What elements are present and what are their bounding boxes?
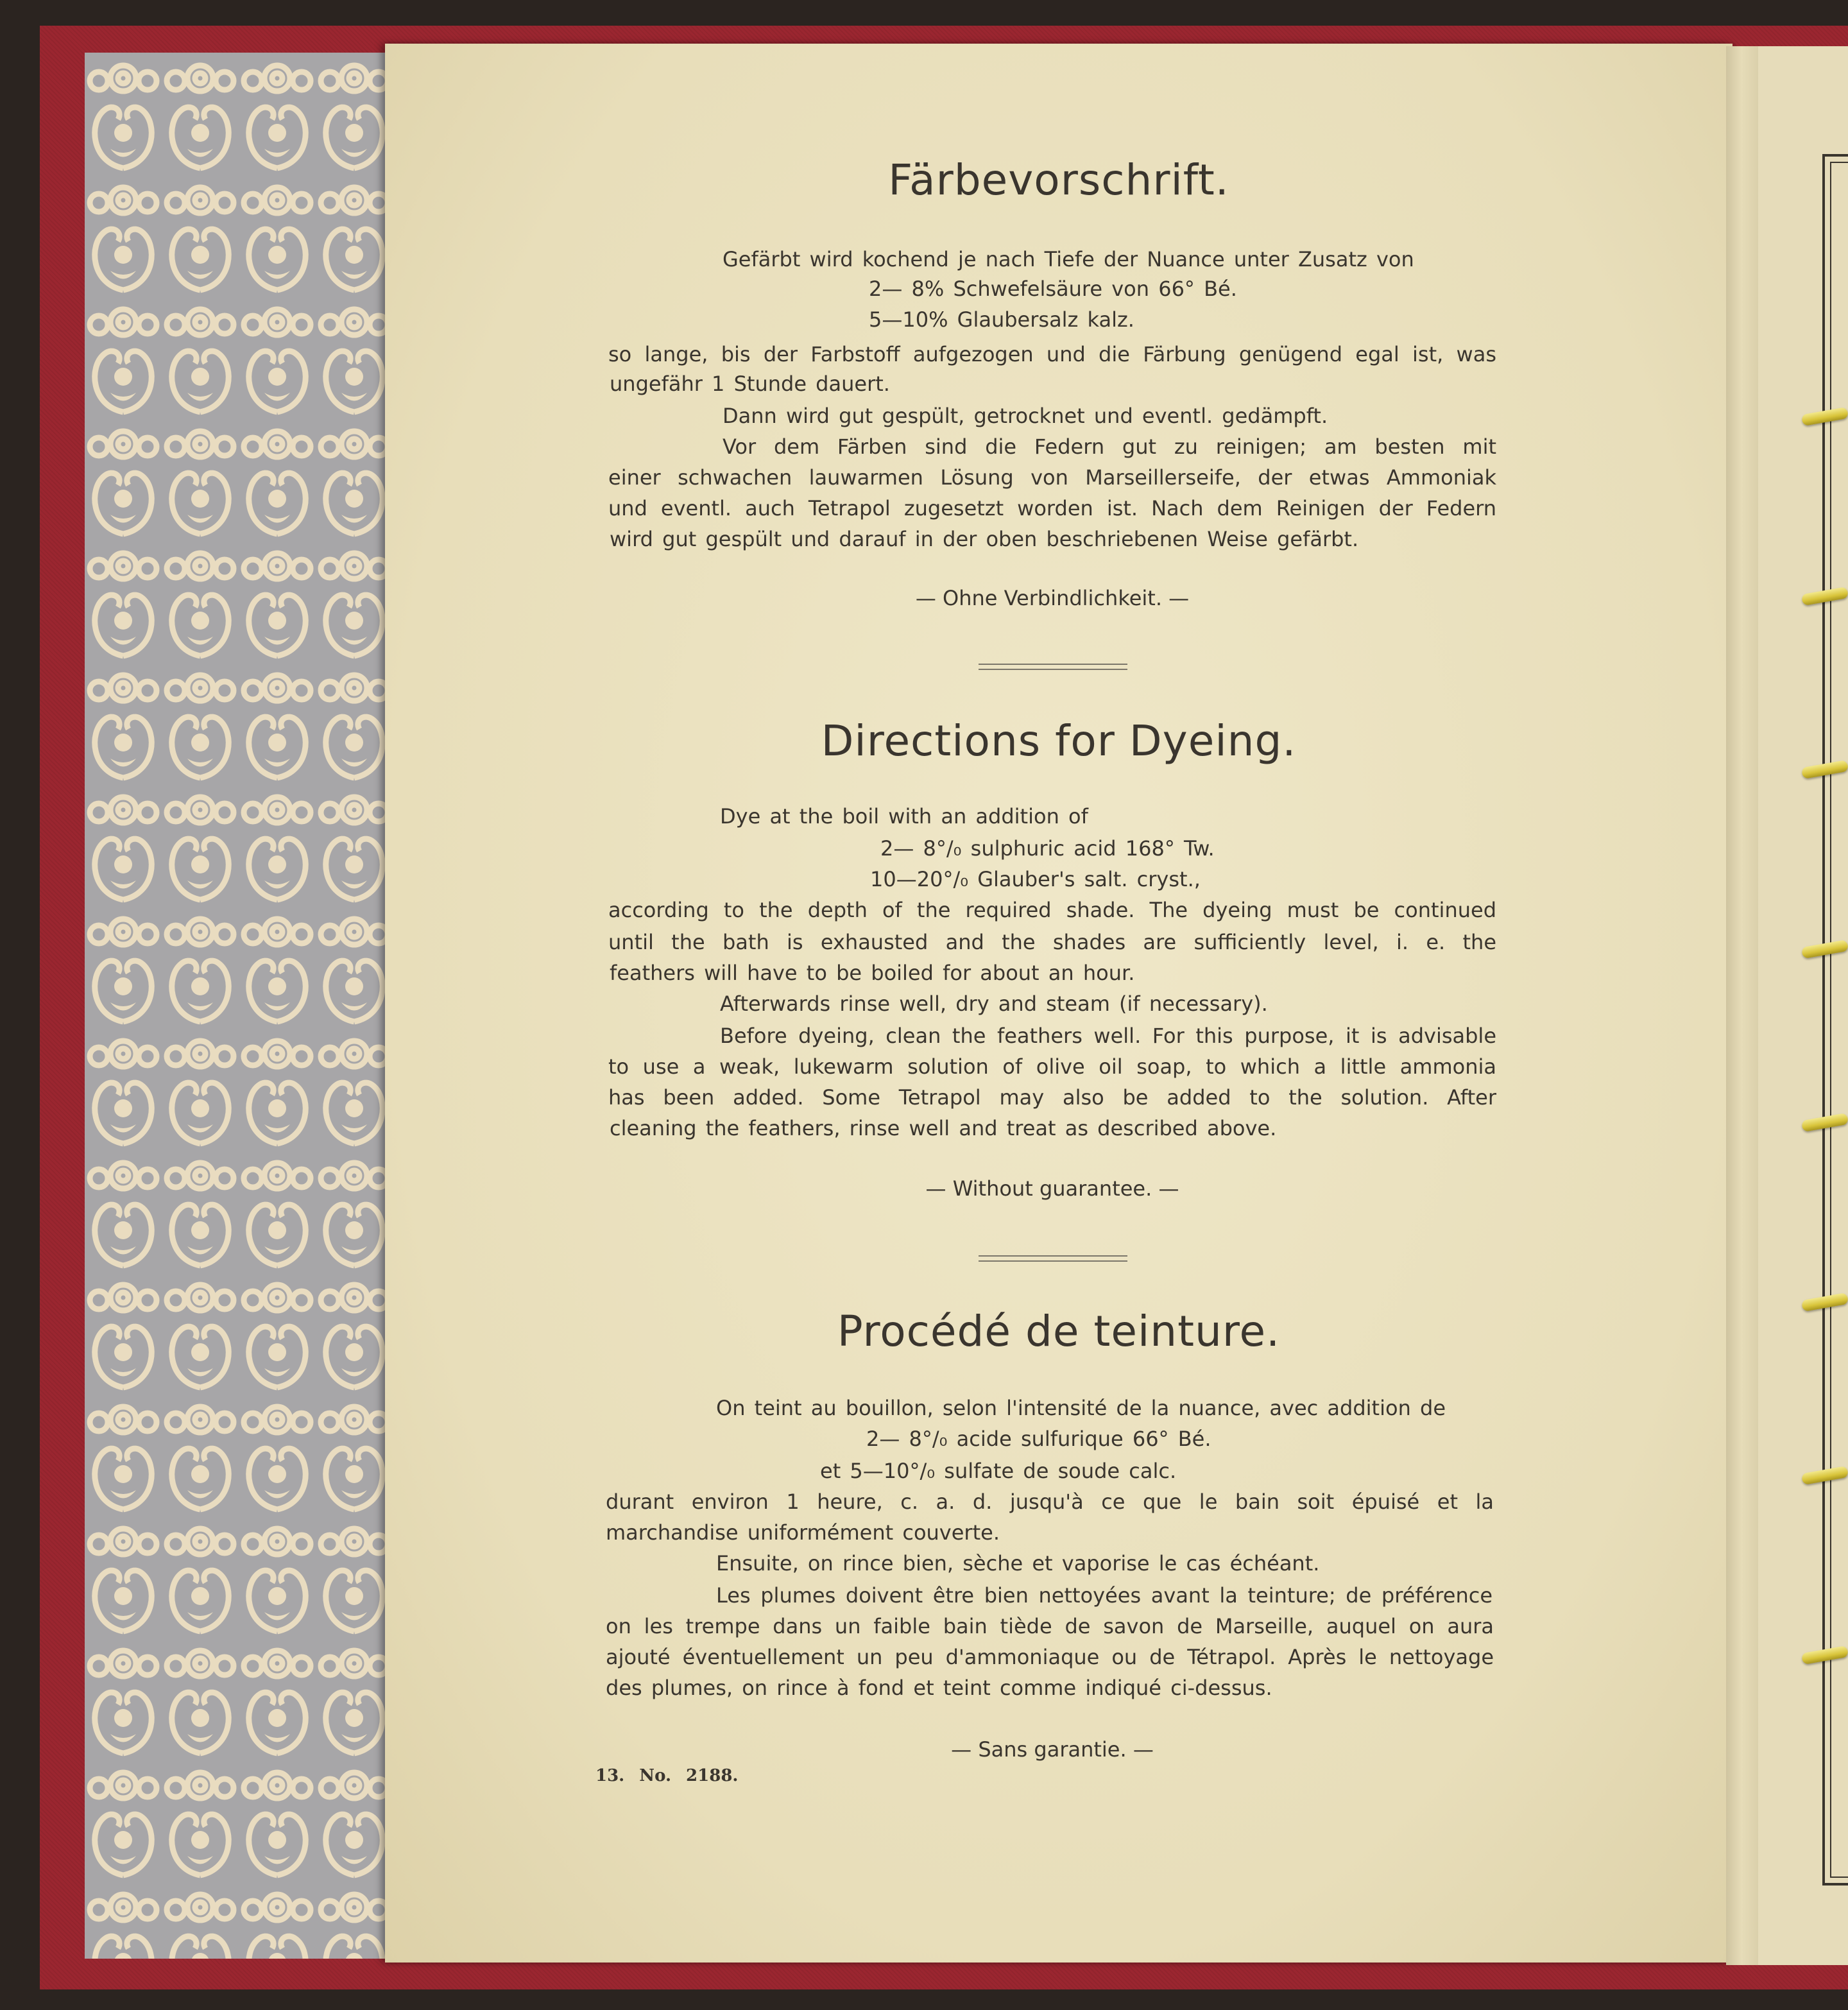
german-line: einer schwachen lauwarmen Lösung von Marseillerseife, der etwas Ammoniak bbox=[608, 465, 1496, 490]
german-disclaimer: — Ohne Verbindlichkeit. — bbox=[915, 586, 1190, 610]
german-line: Vor dem Färben sind die Federn gut zu reinigen; am besten mit bbox=[723, 434, 1496, 459]
section-divider bbox=[979, 664, 1127, 670]
french-line: Les plumes doivent être bien nettoyées avant la teinture; de préférence bbox=[716, 1583, 1493, 1608]
english-line: 2— 8°/₀ sulphuric acid 168° Tw. bbox=[880, 836, 1215, 861]
german-line: und eventl. auch Tetrapol zugesetzt worden ist. Nach dem Reinigen der Federn bbox=[608, 496, 1496, 520]
english-line: cleaning the feathers, rinse well and treat as described above. bbox=[610, 1116, 1277, 1140]
french-line: On teint au bouillon, selon l'intensité de la nuance, avec addition de bbox=[716, 1396, 1446, 1420]
german-line: Dann wird gut gespült, getrocknet und eventl. gedämpft. bbox=[723, 404, 1328, 428]
german-line: so lange, bis der Farbstoff aufgezogen und die Färbung genügend egal ist, was bbox=[608, 342, 1496, 366]
english-line: until the bath is exhausted and the shades are sufficiently level, i. e. the bbox=[608, 930, 1496, 954]
french-line: ajouté éventuellement un peu d'ammoniaque ou de Tétrapol. Après le nettoyage bbox=[606, 1645, 1494, 1669]
german-line: 2— 8% Schwefelsäure von 66° Bé. bbox=[869, 277, 1237, 301]
english-disclaimer: — Without guarantee. — bbox=[925, 1176, 1179, 1201]
german-line: ungefähr 1 Stunde dauert. bbox=[610, 372, 890, 396]
page-footer bbox=[595, 1766, 738, 1785]
english-line: 10—20°/₀ Glauber's salt. cryst., bbox=[870, 867, 1201, 891]
french-line: marchandise uniformément couverte. bbox=[606, 1520, 1000, 1545]
english-line: according to the depth of the required shade. The dyeing must be continued bbox=[608, 898, 1496, 922]
german-line: Gefärbt wird kochend je nach Tiefe der Nuance unter Zusatz von bbox=[723, 247, 1414, 271]
section-divider bbox=[979, 1255, 1127, 1262]
french-line: et 5—10°/₀ sulfate de soude calc. bbox=[820, 1459, 1177, 1483]
french-line: des plumes, on rince à fond et teint comme indiqué ci-dessus. bbox=[606, 1676, 1272, 1700]
german-heading: Färbevorschrift. bbox=[888, 155, 1229, 205]
english-line: Afterwards rinse well, dry and steam (if necessary). bbox=[720, 992, 1268, 1016]
english-line: to use a weak, lukewarm solution of olive oil soap, to which a little ammonia bbox=[608, 1054, 1496, 1079]
french-line: 2— 8°/₀ acide sulfurique 66° Bé. bbox=[866, 1427, 1211, 1451]
page-number: 13. bbox=[595, 1766, 625, 1785]
product-number: No. 2188. bbox=[639, 1766, 739, 1785]
german-line: 5—10% Glaubersalz kalz. bbox=[869, 307, 1134, 332]
english-line: feathers will have to be boiled for about an hour. bbox=[610, 961, 1135, 985]
english-heading: Directions for Dyeing. bbox=[821, 716, 1297, 766]
english-line: Before dyeing, clean the feathers well. For this purpose, it is advisable bbox=[720, 1024, 1496, 1048]
french-heading: Procédé de teinture. bbox=[837, 1307, 1281, 1356]
english-line: has been added. Some Tetrapol may also be added to the solution. After bbox=[608, 1085, 1496, 1110]
french-disclaimer: — Sans garantie. — bbox=[951, 1737, 1154, 1762]
german-line: wird gut gespült und darauf in der oben beschriebenen Weise gefärbt. bbox=[610, 527, 1359, 551]
french-line: durant environ 1 heure, c. a. d. jusqu'à ce que le bain soit épuisé et la bbox=[606, 1490, 1494, 1514]
french-line: Ensuite, on rince bien, sèche et vaporise le cas échéant. bbox=[716, 1551, 1320, 1576]
english-line: Dye at the boil with an addition of bbox=[720, 804, 1088, 829]
french-line: on les trempe dans un faible bain tiède de savon de Marseille, auquel on aura bbox=[606, 1614, 1494, 1638]
